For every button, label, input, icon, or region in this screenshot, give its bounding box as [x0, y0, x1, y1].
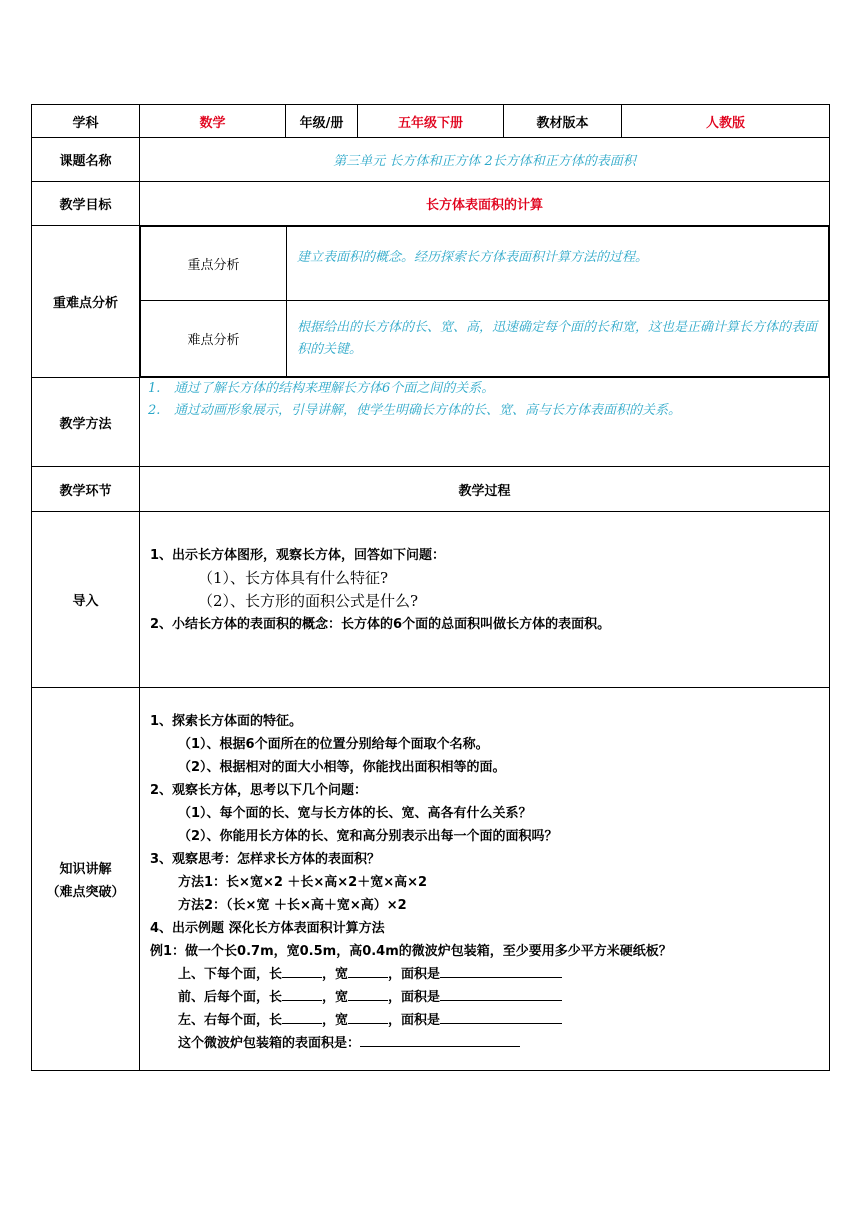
analysis-row [32, 226, 830, 378]
total-line: 这个微波炉包装箱的表面积是： [150, 1032, 821, 1055]
method-item: 1. 通过了解长方体的结构来理解长方体6个面之间的关系。 [148, 381, 495, 396]
method-row [32, 378, 830, 467]
area-blank[interactable] [440, 986, 562, 1001]
lesson-plan-table [31, 104, 830, 1071]
topic-label: 课题名称 [32, 138, 140, 182]
knowledge-line: 4、出示例题 深化长方体表面积计算方法 [150, 921, 385, 936]
knowledge-line: （2）、你能用长方体的长、宽和高分别表示出每一个面的面积吗？ [178, 829, 558, 844]
knowledge-line: 方法2：（长×宽 ＋长×高＋宽×高）×2 [178, 898, 407, 913]
difficult-point-text: 根据给出的长方体的长、宽、高，迅速确定每个面的长和宽，这也是正确计算长方体的表面积的关键。 [287, 301, 829, 377]
edition-value: 人教版 [622, 105, 830, 138]
knowledge-label [32, 688, 140, 1071]
knowledge-line: （1）、每个面的长、宽与长方体的长、宽、高各有什么关系？ [178, 806, 532, 821]
intro-line: 2、小结长方体的表面积的概念：长方体的6个面的总面积叫做长方体的表面积。 [150, 617, 611, 632]
knowledge-line: 1、探索长方体面的特征。 [150, 714, 303, 729]
lesson-plan [31, 104, 829, 1071]
grade-value: 五年级下册 [358, 105, 504, 138]
analysis-label: 重难点分析 [32, 226, 140, 378]
length-blank[interactable] [282, 986, 322, 1001]
width-blank[interactable] [348, 1009, 388, 1024]
topic-row [32, 138, 830, 182]
knowledge-line: 2、观察长方体，思考以下几个问题： [150, 783, 368, 798]
method-item: 2. 通过动画形象展示，引导讲解，使学生明确长方体的长、宽、高与长方体表面积的关系。 [148, 403, 682, 418]
knowledge-line: （1）、根据6个面所在的位置分别给每个面取个名称。 [178, 737, 489, 752]
method-list [140, 378, 830, 467]
knowledge-line: （2）、根据相对的面大小相等，你能找出面积相等的面。 [178, 760, 506, 775]
face-line: 上、下每个面，长 ，宽 ，面积是 [150, 963, 821, 986]
intro-line: （1）、长方体具有什么特征? [198, 569, 389, 587]
intro-content [140, 512, 830, 688]
goal-label: 教学目标 [32, 182, 140, 226]
knowledge-content [140, 688, 830, 1071]
key-point-text: 建立表面积的概念。经历探索长方体表面积计算方法的过程。 [287, 227, 829, 301]
difficult-point-label: 难点分析 [141, 301, 287, 377]
goal-row [32, 182, 830, 226]
grade-label: 年级/册 [286, 105, 358, 138]
face-line: 左、右每个面，长 ，宽 ，面积是 [150, 1009, 821, 1032]
knowledge-label-line2: （难点突破） [46, 885, 125, 900]
intro-row [32, 512, 830, 688]
width-blank[interactable] [348, 986, 388, 1001]
face-line: 前、后每个面，长 ，宽 ，面积是 [150, 986, 821, 1009]
intro-label: 导入 [32, 512, 140, 688]
process-label: 教学环节 [32, 467, 140, 512]
knowledge-line: 3、观察思考：怎样求长方体的表面积？ [150, 852, 381, 867]
knowledge-row [32, 688, 830, 1071]
intro-line: 1、出示长方体图形，观察长方体，回答如下问题： [150, 548, 446, 563]
method-label: 教学方法 [32, 378, 140, 467]
goal-value: 长方体表面积的计算 [140, 182, 830, 226]
analysis-inner-table [140, 226, 829, 377]
area-blank[interactable] [440, 1009, 562, 1024]
subject-label: 学科 [32, 105, 140, 138]
edition-label: 教材版本 [504, 105, 622, 138]
header-row [32, 105, 830, 138]
knowledge-line: 例1：做一个长0.7m，宽0.5m，高0.4m的微波炉包装箱，至少要用多少平方米硬纸板？ [150, 944, 672, 959]
knowledge-line: 方法1：长×宽×2 ＋长×高×2＋宽×高×2 [178, 875, 428, 890]
intro-line: （2）、长方形的面积公式是什么? [198, 592, 419, 610]
width-blank[interactable] [348, 963, 388, 978]
process-header-row [32, 467, 830, 512]
key-point-label: 重点分析 [141, 227, 287, 301]
total-area-blank[interactable] [360, 1032, 520, 1047]
process-title: 教学过程 [140, 467, 830, 512]
length-blank[interactable] [282, 963, 322, 978]
area-blank[interactable] [440, 963, 562, 978]
knowledge-label-line1: 知识讲解 [59, 862, 112, 877]
subject-value: 数学 [140, 105, 286, 138]
length-blank[interactable] [282, 1009, 322, 1024]
topic-value: 第三单元 长方体和正方体 2长方体和正方体的表面积 [140, 138, 830, 182]
